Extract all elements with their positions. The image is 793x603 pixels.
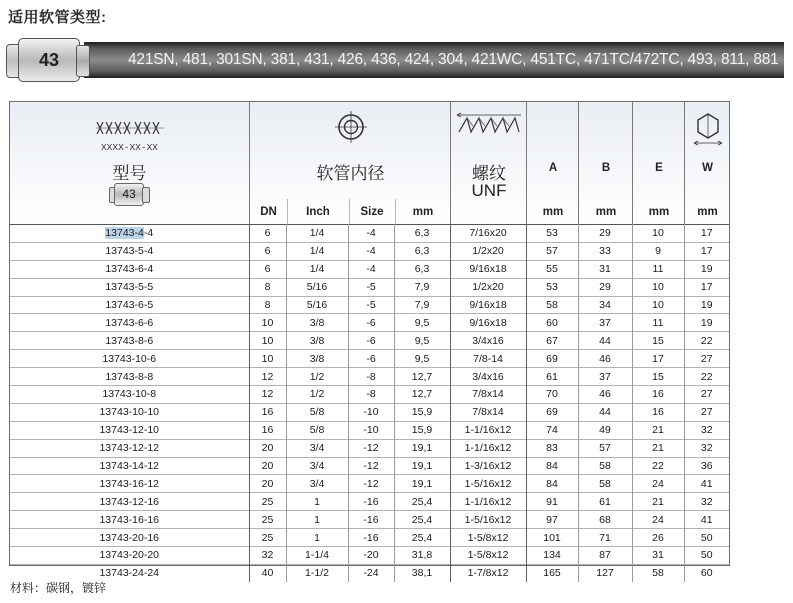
cell-dim-w: 32 bbox=[684, 493, 729, 511]
cell-dim-w: 19 bbox=[684, 296, 729, 314]
cell-dim-a: 134 bbox=[526, 547, 578, 565]
cell-part-number: 13743-20-20 bbox=[10, 547, 249, 565]
cell-dim-w: 60 bbox=[684, 564, 729, 581]
cell-dim-e: 22 bbox=[632, 457, 684, 475]
cell-mm: 15,9 bbox=[394, 421, 450, 439]
cell-part-number: 13743-10-6 bbox=[10, 350, 249, 368]
fitting-thumb-label: 43 bbox=[114, 183, 144, 206]
dim-a-label: A bbox=[548, 162, 558, 174]
dim-b-unit: mm bbox=[595, 206, 617, 218]
cell-part-number: 13743-16-12 bbox=[10, 475, 249, 493]
cell-thread: 1-3/16x12 bbox=[450, 457, 526, 475]
cell-part-number: 13743-5-5 bbox=[10, 278, 249, 296]
cell-dim-e: 26 bbox=[632, 529, 684, 547]
cell-mm: 38,1 bbox=[394, 564, 450, 581]
cell-size: -5 bbox=[348, 296, 394, 314]
cell-inch: 3/4 bbox=[286, 457, 348, 475]
cell-dim-w: 22 bbox=[684, 332, 729, 350]
cell-mm: 7,9 bbox=[394, 278, 450, 296]
thread-title-en: UNF bbox=[471, 181, 507, 200]
dim-w-label: W bbox=[702, 162, 713, 174]
cell-dn: 6 bbox=[249, 242, 286, 260]
cell-dim-e: 11 bbox=[632, 314, 684, 332]
cell-dn: 10 bbox=[249, 314, 286, 332]
cell-thread: 1-1/16x12 bbox=[450, 493, 526, 511]
cell-dim-a: 83 bbox=[526, 439, 578, 457]
cell-mm: 15,9 bbox=[394, 403, 450, 421]
cell-size: -24 bbox=[348, 564, 394, 581]
dim-w-unit: mm bbox=[697, 206, 718, 218]
cell-mm: 19,1 bbox=[394, 457, 450, 475]
cell-dim-w: 17 bbox=[684, 278, 729, 296]
cell-dn: 40 bbox=[249, 564, 286, 581]
cell-dim-w: 17 bbox=[684, 225, 729, 243]
cell-dim-a: 60 bbox=[526, 314, 578, 332]
cell-dim-w: 36 bbox=[684, 457, 729, 475]
cell-inch: 1/4 bbox=[286, 260, 348, 278]
table-header bbox=[10, 102, 729, 224]
table-row bbox=[10, 421, 729, 439]
material-note: 材料：碳钢，镀锌 bbox=[10, 581, 107, 595]
crimp-code-icon bbox=[95, 118, 165, 138]
cell-size: -6 bbox=[348, 314, 394, 332]
cell-dim-w: 27 bbox=[684, 403, 729, 421]
cell-dim-b: 34 bbox=[578, 296, 632, 314]
cell-size: -8 bbox=[348, 386, 394, 404]
cell-dim-b: 44 bbox=[578, 332, 632, 350]
cell-thread: 1-5/16x12 bbox=[450, 475, 526, 493]
cell-dn: 10 bbox=[249, 332, 286, 350]
table-row bbox=[10, 314, 729, 332]
cell-part-number: 13743-20-16 bbox=[10, 529, 249, 547]
cell-inch: 1/4 bbox=[286, 225, 348, 243]
cell-dim-b: 49 bbox=[578, 421, 632, 439]
cell-part-number: 13743-24-24 bbox=[10, 564, 249, 581]
cell-dim-b: 87 bbox=[578, 547, 632, 565]
table-row bbox=[10, 439, 729, 457]
cell-dim-b: 68 bbox=[578, 511, 632, 529]
cell-dim-a: 67 bbox=[526, 332, 578, 350]
hose-banner bbox=[6, 38, 784, 82]
cell-mm: 6,3 bbox=[394, 225, 450, 243]
cell-dim-w: 41 bbox=[684, 511, 729, 529]
cell-dim-w: 41 bbox=[684, 475, 729, 493]
cell-thread: 7/8-14 bbox=[450, 350, 526, 368]
cell-dim-b: 44 bbox=[578, 403, 632, 421]
cell-size: -12 bbox=[348, 457, 394, 475]
cell-thread: 1-5/16x12 bbox=[450, 511, 526, 529]
table-row bbox=[10, 493, 729, 511]
cell-dn: 16 bbox=[249, 403, 286, 421]
cell-part-number: 13743-4-4 bbox=[10, 225, 249, 243]
table-row bbox=[10, 350, 729, 368]
cell-dim-e: 31 bbox=[632, 547, 684, 565]
cell-dim-w: 32 bbox=[684, 439, 729, 457]
cell-part-number: 13743-12-12 bbox=[10, 439, 249, 457]
table-row bbox=[10, 529, 729, 547]
cell-inch: 1 bbox=[286, 493, 348, 511]
cell-dim-a: 55 bbox=[526, 260, 578, 278]
cell-size: -10 bbox=[348, 421, 394, 439]
cell-dn: 16 bbox=[249, 421, 286, 439]
cell-dim-b: 71 bbox=[578, 529, 632, 547]
cell-size: -6 bbox=[348, 350, 394, 368]
spec-table-body bbox=[10, 224, 729, 582]
cell-inch: 3/8 bbox=[286, 332, 348, 350]
cell-size: -12 bbox=[348, 475, 394, 493]
table-row bbox=[10, 296, 729, 314]
cell-part-number: 13743-12-16 bbox=[10, 493, 249, 511]
cell-inch: 1/2 bbox=[286, 368, 348, 386]
cell-dim-b: 29 bbox=[578, 278, 632, 296]
header-dim-w bbox=[684, 102, 729, 224]
cell-dim-a: 74 bbox=[526, 421, 578, 439]
cell-dim-e: 15 bbox=[632, 332, 684, 350]
cell-mm: 25,4 bbox=[394, 493, 450, 511]
cell-dn: 20 bbox=[249, 475, 286, 493]
header-dim-b bbox=[578, 102, 632, 224]
compatible-hose-models: 421SN, 481, 301SN, 381, 431, 426, 436, 424, 304, 421WC, 451TC, 471TC/472TC, 493, 811, 881 bbox=[128, 51, 779, 68]
cell-mm: 25,4 bbox=[394, 511, 450, 529]
cell-size: -4 bbox=[348, 225, 394, 243]
wrench-hex-icon bbox=[691, 110, 725, 148]
cell-thread: 7/16x20 bbox=[450, 225, 526, 243]
fitting-thumb-icon bbox=[109, 183, 149, 205]
header-type bbox=[10, 102, 249, 224]
cell-mm: 9,5 bbox=[394, 332, 450, 350]
cell-dim-e: 24 bbox=[632, 475, 684, 493]
cell-thread: 9/16x18 bbox=[450, 314, 526, 332]
cell-mm: 25,4 bbox=[394, 529, 450, 547]
cell-dim-e: 11 bbox=[632, 260, 684, 278]
cell-size: -10 bbox=[348, 403, 394, 421]
table-row bbox=[10, 368, 729, 386]
cell-dn: 20 bbox=[249, 439, 286, 457]
cell-dim-e: 21 bbox=[632, 421, 684, 439]
cell-size: -4 bbox=[348, 260, 394, 278]
dim-e-unit: mm bbox=[648, 206, 670, 218]
cell-dim-b: 61 bbox=[578, 493, 632, 511]
cell-dim-b: 127 bbox=[578, 564, 632, 581]
cell-dim-e: 10 bbox=[632, 225, 684, 243]
cell-dn: 20 bbox=[249, 457, 286, 475]
cell-size: -20 bbox=[348, 547, 394, 565]
cell-dn: 25 bbox=[249, 511, 286, 529]
dim-a-unit: mm bbox=[542, 206, 564, 218]
table-row bbox=[10, 242, 729, 260]
cell-inch: 1/2 bbox=[286, 386, 348, 404]
header-thread bbox=[450, 102, 526, 224]
cell-size: -5 bbox=[348, 278, 394, 296]
cell-inch: 3/4 bbox=[286, 475, 348, 493]
cell-size: -16 bbox=[348, 511, 394, 529]
hose-fitting-icon bbox=[18, 38, 80, 82]
cell-part-number: 13743-5-4 bbox=[10, 242, 249, 260]
cell-inch: 1 bbox=[286, 529, 348, 547]
table-row bbox=[10, 403, 729, 421]
cell-dim-w: 17 bbox=[684, 242, 729, 260]
cell-dn: 10 bbox=[249, 350, 286, 368]
cell-dim-a: 84 bbox=[526, 475, 578, 493]
cell-dim-e: 10 bbox=[632, 296, 684, 314]
cell-dim-w: 27 bbox=[684, 350, 729, 368]
cell-dim-a: 53 bbox=[526, 225, 578, 243]
cell-dim-e: 24 bbox=[632, 511, 684, 529]
header-dim-a bbox=[526, 102, 578, 224]
highlighted-text: 13743-4 bbox=[105, 227, 144, 240]
cell-part-number: 13743-6-6 bbox=[10, 314, 249, 332]
cell-part-number: 13743-6-5 bbox=[10, 296, 249, 314]
table-row bbox=[10, 260, 729, 278]
cell-inch: 5/8 bbox=[286, 403, 348, 421]
cell-inch: 1/4 bbox=[286, 242, 348, 260]
cell-dim-b: 37 bbox=[578, 368, 632, 386]
cell-dim-b: 31 bbox=[578, 260, 632, 278]
cell-mm: 31,8 bbox=[394, 547, 450, 565]
cell-thread: 9/16x18 bbox=[450, 296, 526, 314]
header-hose-id bbox=[249, 102, 450, 224]
cell-part-number: 13743-12-10 bbox=[10, 421, 249, 439]
cell-thread: 1-1/16x12 bbox=[450, 421, 526, 439]
thread-icon bbox=[455, 112, 523, 136]
cell-part-number: 13743-14-12 bbox=[10, 457, 249, 475]
cell-size: -12 bbox=[348, 439, 394, 457]
cell-dn: 8 bbox=[249, 278, 286, 296]
cell-dim-e: 17 bbox=[632, 350, 684, 368]
cell-inch: 5/16 bbox=[286, 296, 348, 314]
cell-dn: 6 bbox=[249, 260, 286, 278]
cell-size: -16 bbox=[348, 493, 394, 511]
cell-dim-a: 97 bbox=[526, 511, 578, 529]
cell-part-number: 13743-10-10 bbox=[10, 403, 249, 421]
cell-part-number: 13743-8-8 bbox=[10, 368, 249, 386]
cell-dim-a: 91 bbox=[526, 493, 578, 511]
cell-thread: 1-1/16x12 bbox=[450, 439, 526, 457]
cell-dn: 8 bbox=[249, 296, 286, 314]
cell-dim-a: 165 bbox=[526, 564, 578, 581]
cell-thread: 1-5/8x12 bbox=[450, 529, 526, 547]
cell-mm: 12,7 bbox=[394, 368, 450, 386]
table-row bbox=[10, 511, 729, 529]
cell-inch: 1-1/2 bbox=[286, 564, 348, 581]
hose-id-title: 软管内径 bbox=[316, 164, 385, 183]
cell-dim-w: 19 bbox=[684, 260, 729, 278]
cell-mm: 6,3 bbox=[394, 260, 450, 278]
col-inch: Inch bbox=[306, 206, 330, 218]
cell-mm: 19,1 bbox=[394, 439, 450, 457]
cell-part-number: 13743-10-8 bbox=[10, 386, 249, 404]
table-row bbox=[10, 564, 729, 581]
cell-dim-a: 84 bbox=[526, 457, 578, 475]
cell-dim-a: 70 bbox=[526, 386, 578, 404]
dim-e-label: E bbox=[655, 162, 663, 174]
cell-part-number: 13743-16-16 bbox=[10, 511, 249, 529]
cell-mm: 9,5 bbox=[394, 314, 450, 332]
fitting-neck-icon bbox=[76, 45, 90, 77]
cell-thread: 3/4x16 bbox=[450, 368, 526, 386]
cell-thread: 7/8x14 bbox=[450, 386, 526, 404]
cell-dn: 12 bbox=[249, 386, 286, 404]
table-row bbox=[10, 547, 729, 565]
cell-dn: 25 bbox=[249, 493, 286, 511]
cell-dim-a: 101 bbox=[526, 529, 578, 547]
cell-dim-b: 46 bbox=[578, 386, 632, 404]
cell-dim-e: 16 bbox=[632, 403, 684, 421]
cell-dn: 6 bbox=[249, 225, 286, 243]
cell-dim-w: 19 bbox=[684, 314, 729, 332]
cell-dim-b: 37 bbox=[578, 314, 632, 332]
cell-mm: 6,3 bbox=[394, 242, 450, 260]
header-dim-e bbox=[632, 102, 684, 224]
cell-mm: 12,7 bbox=[394, 386, 450, 404]
cell-size: -4 bbox=[348, 242, 394, 260]
cell-dim-a: 69 bbox=[526, 350, 578, 368]
cell-inch: 3/4 bbox=[286, 439, 348, 457]
cell-size: -6 bbox=[348, 332, 394, 350]
cell-part-number: 13743-8-6 bbox=[10, 332, 249, 350]
cell-dim-b: 57 bbox=[578, 439, 632, 457]
table-row bbox=[10, 225, 729, 243]
cell-thread: 7/8x14 bbox=[450, 403, 526, 421]
cell-mm: 7,9 bbox=[394, 296, 450, 314]
cell-thread: 9/16x18 bbox=[450, 260, 526, 278]
cell-mm: 9,5 bbox=[394, 350, 450, 368]
cell-dim-a: 61 bbox=[526, 368, 578, 386]
table-row bbox=[10, 332, 729, 350]
cell-dim-e: 16 bbox=[632, 386, 684, 404]
dim-b-label: B bbox=[601, 162, 611, 174]
cell-thread: 1-5/8x12 bbox=[450, 547, 526, 565]
cell-dim-b: 29 bbox=[578, 225, 632, 243]
col-mm: mm bbox=[412, 206, 434, 218]
cell-dn: 12 bbox=[249, 368, 286, 386]
cell-dim-b: 33 bbox=[578, 242, 632, 260]
cell-dim-e: 10 bbox=[632, 278, 684, 296]
cell-thread: 1/2x20 bbox=[450, 278, 526, 296]
cell-size: -16 bbox=[348, 529, 394, 547]
cell-dim-a: 58 bbox=[526, 296, 578, 314]
cell-dim-e: 15 bbox=[632, 368, 684, 386]
type-title: 型号 bbox=[112, 164, 147, 183]
cell-thread: 3/4x16 bbox=[450, 332, 526, 350]
cell-dim-a: 53 bbox=[526, 278, 578, 296]
cell-inch: 5/8 bbox=[286, 421, 348, 439]
spec-table bbox=[9, 101, 730, 580]
cell-inch: 3/8 bbox=[286, 314, 348, 332]
cell-dim-a: 57 bbox=[526, 242, 578, 260]
cell-dim-b: 46 bbox=[578, 350, 632, 368]
cell-inch: 1-1/4 bbox=[286, 547, 348, 565]
code-pattern: XXXX-XX-XX bbox=[100, 142, 158, 153]
table-row bbox=[10, 475, 729, 493]
cell-dim-e: 9 bbox=[632, 242, 684, 260]
hex-nut-icon bbox=[334, 110, 368, 144]
cell-dim-e: 58 bbox=[632, 564, 684, 581]
page-heading: 适用软管类型: bbox=[8, 9, 107, 26]
table-row bbox=[10, 278, 729, 296]
cell-dn: 32 bbox=[249, 547, 286, 565]
cell-inch: 5/16 bbox=[286, 278, 348, 296]
fitting-series-label: 43 bbox=[38, 50, 60, 70]
cell-dim-w: 27 bbox=[684, 386, 729, 404]
cell-part-number: 13743-6-4 bbox=[10, 260, 249, 278]
cell-dim-a: 69 bbox=[526, 403, 578, 421]
cell-thread: 1-7/8x12 bbox=[450, 564, 526, 581]
cell-mm: 19,1 bbox=[394, 475, 450, 493]
col-size: Size bbox=[360, 206, 384, 218]
cell-dim-e: 21 bbox=[632, 493, 684, 511]
cell-dim-w: 50 bbox=[684, 547, 729, 565]
cell-thread: 1/2x20 bbox=[450, 242, 526, 260]
cell-dim-w: 50 bbox=[684, 529, 729, 547]
table-row bbox=[10, 386, 729, 404]
cell-size: -8 bbox=[348, 368, 394, 386]
cell-dim-b: 58 bbox=[578, 457, 632, 475]
thread-title-cn: 螺纹 bbox=[472, 164, 506, 183]
table-row bbox=[10, 457, 729, 475]
cell-dim-e: 21 bbox=[632, 439, 684, 457]
cell-dim-b: 58 bbox=[578, 475, 632, 493]
cell-dim-w: 32 bbox=[684, 421, 729, 439]
cell-inch: 1 bbox=[286, 511, 348, 529]
cell-inch: 3/8 bbox=[286, 350, 348, 368]
cell-dim-w: 22 bbox=[684, 368, 729, 386]
col-dn: DN bbox=[260, 206, 277, 218]
cell-dn: 25 bbox=[249, 529, 286, 547]
